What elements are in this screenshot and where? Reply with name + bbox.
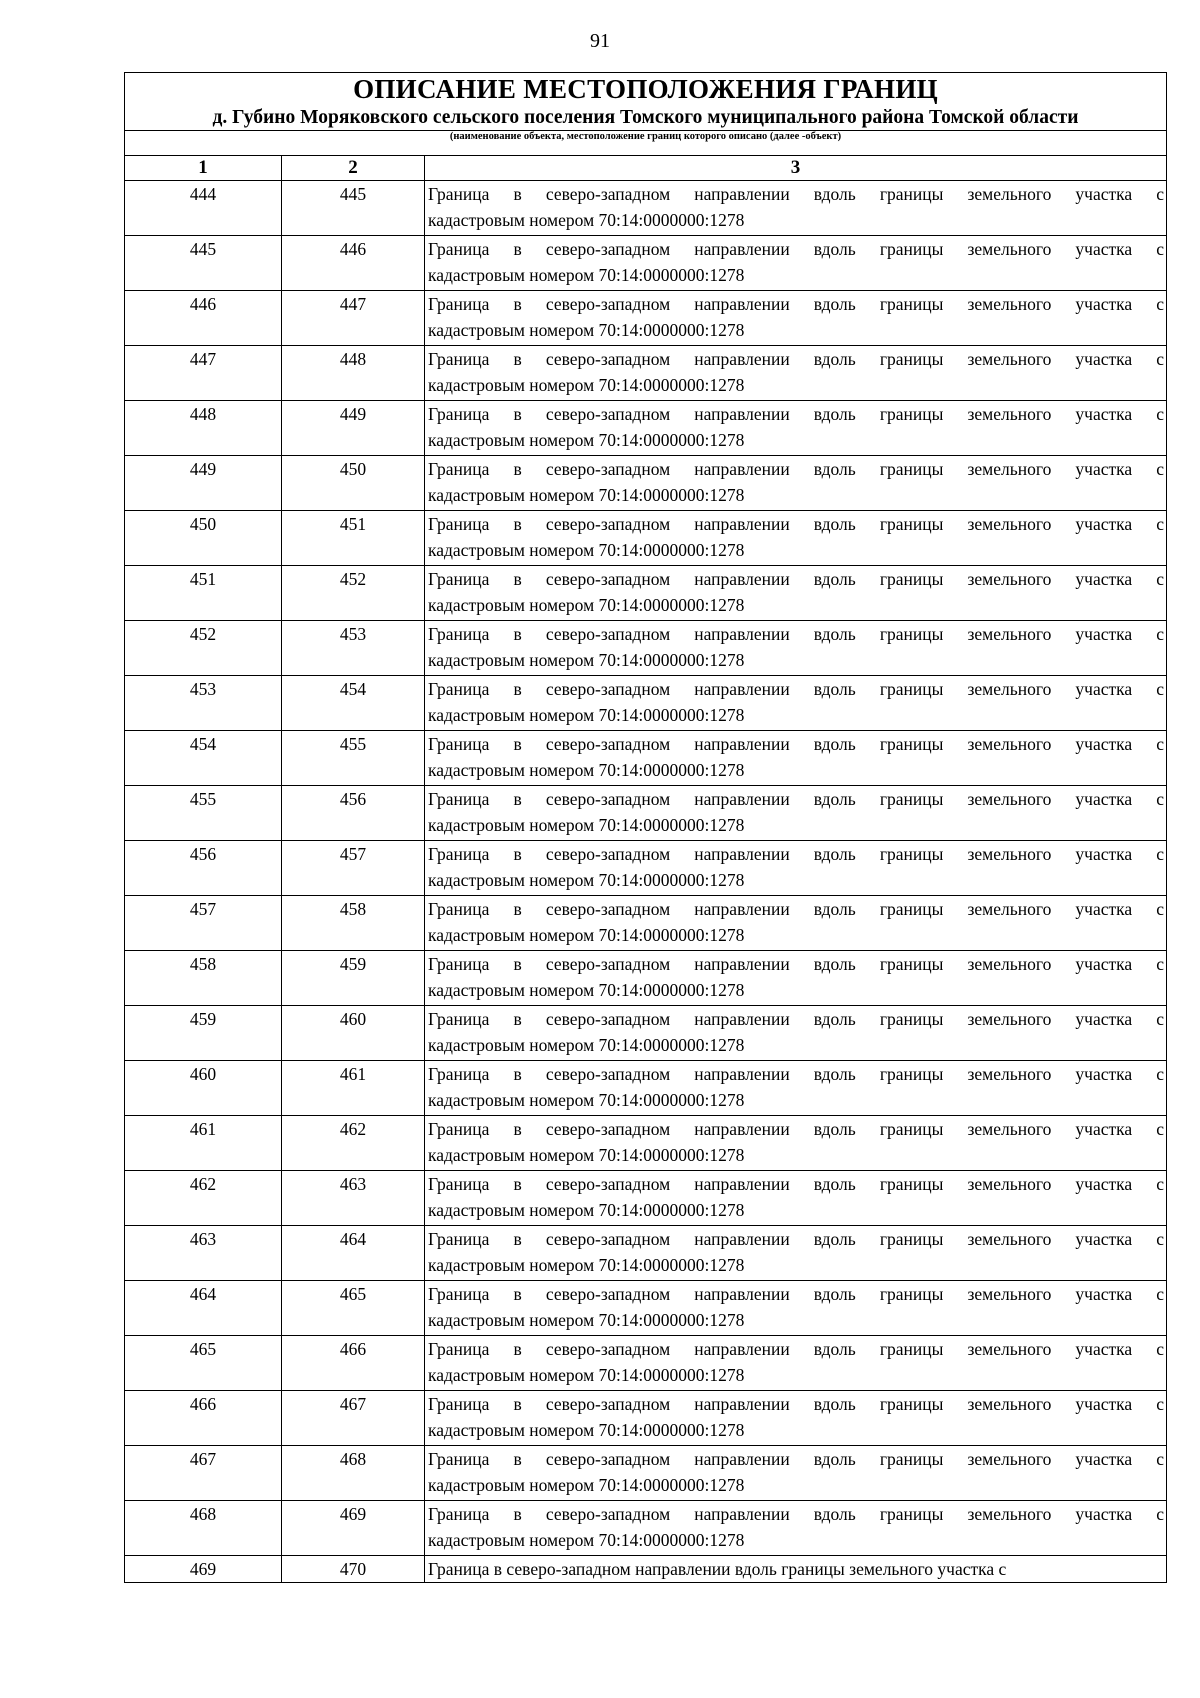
description-line-1: Граница в северо-западном направлении вдоль границы земельного участка с: [428, 184, 1165, 204]
point-from: 458: [125, 951, 282, 1006]
table-row: [125, 401, 1167, 456]
description-line-2: кадастровым номером 70:14:0000000:1278: [428, 1090, 745, 1110]
table-row: [125, 1171, 1167, 1226]
table-row: [125, 511, 1167, 566]
table-row: [125, 1446, 1167, 1501]
boundary-description: [425, 346, 1167, 401]
description-line-1: Граница в северо-западном направлении вдоль границы земельного участка с: [428, 1229, 1165, 1249]
boundary-description: [425, 1501, 1167, 1556]
description-line-1: Граница в северо-западном направлении вдоль границы земельного участка с: [428, 404, 1165, 424]
point-to: 462: [282, 1116, 425, 1171]
point-to: 463: [282, 1171, 425, 1226]
description-line-1: Граница в северо-западном направлении вдоль границы земельного участка с: [428, 1339, 1165, 1359]
point-from: 450: [125, 511, 282, 566]
description-line-1: Граница в северо-западном направлении вдоль границы земельного участка с: [428, 844, 1165, 864]
point-to: 456: [282, 786, 425, 841]
description-line-2: кадастровым номером 70:14:0000000:1278: [428, 1200, 745, 1220]
description-line-2: кадастровым номером 70:14:0000000:1278: [428, 1255, 745, 1275]
boundary-description: [425, 1336, 1167, 1391]
boundary-description: [425, 951, 1167, 1006]
point-to: 457: [282, 841, 425, 896]
point-to: 466: [282, 1336, 425, 1391]
boundary-description: [425, 1171, 1167, 1226]
point-to: 465: [282, 1281, 425, 1336]
point-to: 452: [282, 566, 425, 621]
point-from: 469: [125, 1556, 282, 1583]
point-from: 465: [125, 1336, 282, 1391]
boundary-description: [425, 1446, 1167, 1501]
column-header-3: 3: [425, 156, 1167, 181]
point-to: 458: [282, 896, 425, 951]
point-to: 467: [282, 1391, 425, 1446]
table-row: [125, 181, 1167, 236]
table-row: [125, 1281, 1167, 1336]
boundary-description: [425, 841, 1167, 896]
description-line-1: Граница в северо-западном направлении вдоль границы земельного участка с: [428, 1284, 1165, 1304]
table-row: [125, 291, 1167, 346]
table-row: [125, 1116, 1167, 1171]
point-from: 455: [125, 786, 282, 841]
description-line-1: Граница в северо-западном направлении вдоль границы земельного участка с: [428, 734, 1165, 754]
point-to: 469: [282, 1501, 425, 1556]
description-line-1: Граница в северо-западном направлении вдоль границы земельного участка с: [428, 1449, 1165, 1469]
point-to: 445: [282, 181, 425, 236]
description-line-1: Граница в северо-западном направлении вдоль границы земельного участка с: [428, 459, 1165, 479]
table-row: [125, 346, 1167, 401]
description-line-1: Граница в северо-западном направлении вдоль границы земельного участка с: [428, 294, 1165, 314]
point-from: 447: [125, 346, 282, 401]
description-line-2: кадастровым номером 70:14:0000000:1278: [428, 1365, 745, 1385]
point-from: 468: [125, 1501, 282, 1556]
column-header-row: [125, 156, 1167, 181]
boundary-description: [425, 401, 1167, 456]
point-from: 449: [125, 456, 282, 511]
point-from: 444: [125, 181, 282, 236]
description-line-2: кадастровым номером 70:14:0000000:1278: [428, 595, 745, 615]
description-line-1: Граница в северо-западном направлении вдоль границы земельного участка с: [428, 624, 1165, 644]
description-line-1: Граница в северо-западном направлении вдоль границы земельного участка с: [428, 514, 1165, 534]
table-row: [125, 731, 1167, 786]
document-subtitle: д. Губино Моряковского сельского поселения Томского муниципального района Томской области: [125, 105, 1167, 131]
description-line-1: Граница в северо-западном направлении вдоль границы земельного участка с: [428, 899, 1165, 919]
point-to: 455: [282, 731, 425, 786]
description-line-1: Граница в северо-западном направлении вдоль границы земельного участка с: [428, 954, 1165, 974]
table-row: [125, 896, 1167, 951]
point-to: 454: [282, 676, 425, 731]
description-line-2: кадастровым номером 70:14:0000000:1278: [428, 320, 745, 340]
boundary-description: [425, 1391, 1167, 1446]
table-row: [125, 1006, 1167, 1061]
boundary-description: [425, 621, 1167, 676]
point-from: 451: [125, 566, 282, 621]
point-to: 449: [282, 401, 425, 456]
point-from: 454: [125, 731, 282, 786]
table-row: [125, 456, 1167, 511]
description-line-2: кадастровым номером 70:14:0000000:1278: [428, 210, 745, 230]
point-from: 452: [125, 621, 282, 676]
point-to: 450: [282, 456, 425, 511]
description-line-2: кадастровым номером 70:14:0000000:1278: [428, 760, 745, 780]
point-from: 462: [125, 1171, 282, 1226]
point-from: 461: [125, 1116, 282, 1171]
description-line-1: Граница в северо-западном направлении вдоль границы земельного участка с: [428, 1119, 1165, 1139]
boundary-description: [425, 456, 1167, 511]
boundary-description: [425, 1061, 1167, 1116]
point-from: 460: [125, 1061, 282, 1116]
description-line-2: кадастровым номером 70:14:0000000:1278: [428, 1420, 745, 1440]
description-line-2: кадастровым номером 70:14:0000000:1278: [428, 540, 745, 560]
description-line-2: кадастровым номером 70:14:0000000:1278: [428, 1310, 745, 1330]
description-line-2: кадастровым номером 70:14:0000000:1278: [428, 870, 745, 890]
description-line-2: кадастровым номером 70:14:0000000:1278: [428, 1145, 745, 1165]
table-row: [125, 841, 1167, 896]
point-from: 457: [125, 896, 282, 951]
description-line-2: кадастровым номером 70:14:0000000:1278: [428, 980, 745, 1000]
description-line-1: Граница в северо-западном направлении вдоль границы земельного участка с: [428, 789, 1165, 809]
table-row: [125, 1336, 1167, 1391]
description-line-2: кадастровым номером 70:14:0000000:1278: [428, 1530, 745, 1550]
description-line-2: кадастровым номером 70:14:0000000:1278: [428, 265, 745, 285]
boundary-description: Граница в северо-западном направлении вдоль границы земельного участка с: [425, 1556, 1167, 1583]
boundary-description: [425, 1226, 1167, 1281]
description-line-2: кадастровым номером 70:14:0000000:1278: [428, 1035, 745, 1055]
table-row: [125, 1226, 1167, 1281]
point-to: 461: [282, 1061, 425, 1116]
point-from: 453: [125, 676, 282, 731]
description-line-1: Граница в северо-западном направлении вдоль границы земельного участка с: [428, 239, 1165, 259]
point-to: 453: [282, 621, 425, 676]
table-row: [125, 951, 1167, 1006]
point-to: 451: [282, 511, 425, 566]
description-line-1: Граница в северо-западном направлении вдоль границы земельного участка с: [428, 679, 1165, 699]
point-to: 448: [282, 346, 425, 401]
description-line-2: кадастровым номером 70:14:0000000:1278: [428, 705, 745, 725]
point-from: 466: [125, 1391, 282, 1446]
point-from: 448: [125, 401, 282, 456]
description-line-1: Граница в северо-западном направлении вдоль границы земельного участка с: [428, 1064, 1165, 1084]
table-row: [125, 621, 1167, 676]
boundary-description: [425, 786, 1167, 841]
description-line-2: кадастровым номером 70:14:0000000:1278: [428, 650, 745, 670]
point-from: 445: [125, 236, 282, 291]
document-title: ОПИСАНИЕ МЕСТОПОЛОЖЕНИЯ ГРАНИЦ: [125, 73, 1167, 106]
point-from: 464: [125, 1281, 282, 1336]
description-line-2: кадастровым номером 70:14:0000000:1278: [428, 925, 745, 945]
description-line-2: кадастровым номером 70:14:0000000:1278: [428, 1475, 745, 1495]
point-from: 463: [125, 1226, 282, 1281]
boundary-description: [425, 1281, 1167, 1336]
point-from: 467: [125, 1446, 282, 1501]
boundary-description: [425, 676, 1167, 731]
description-line-1: Граница в северо-западном направлении вдоль границы земельного участка с: [428, 569, 1165, 589]
table-row: [125, 236, 1167, 291]
column-header-1: 1: [125, 156, 282, 181]
boundary-description: [425, 181, 1167, 236]
table-row: [125, 786, 1167, 841]
page-number: 91: [590, 30, 610, 52]
point-to: 470: [282, 1556, 425, 1583]
description-line-2: кадастровым номером 70:14:0000000:1278: [428, 430, 745, 450]
table-row: [125, 676, 1167, 731]
description-line-1: Граница в северо-западном направлении вдоль границы земельного участка с: [428, 349, 1165, 369]
description-line-1: Граница в северо-западном направлении вдоль границы земельного участка с: [428, 1009, 1165, 1029]
description-line-2: кадастровым номером 70:14:0000000:1278: [428, 815, 745, 835]
boundary-description: [425, 291, 1167, 346]
point-to: 447: [282, 291, 425, 346]
table-row: [125, 566, 1167, 621]
table-row: [125, 1501, 1167, 1556]
boundary-description-table: [124, 72, 1167, 1583]
boundary-description: [425, 511, 1167, 566]
boundary-description: [425, 1006, 1167, 1061]
point-to: 468: [282, 1446, 425, 1501]
table-row-last: [125, 1556, 1167, 1583]
boundary-description: [425, 731, 1167, 786]
boundary-description: [425, 566, 1167, 621]
description-line-1: Граница в северо-западном направлении вдоль границы земельного участка с: [428, 1394, 1165, 1414]
point-to: 464: [282, 1226, 425, 1281]
description-line-2: кадастровым номером 70:14:0000000:1278: [428, 375, 745, 395]
point-to: 460: [282, 1006, 425, 1061]
point-to: 459: [282, 951, 425, 1006]
point-from: 459: [125, 1006, 282, 1061]
table-row: [125, 1391, 1167, 1446]
point-to: 446: [282, 236, 425, 291]
boundary-description: [425, 896, 1167, 951]
table-row: [125, 1061, 1167, 1116]
boundary-description: [425, 1116, 1167, 1171]
column-header-2: 2: [282, 156, 425, 181]
point-from: 456: [125, 841, 282, 896]
description-line-1: Граница в северо-западном направлении вдоль границы земельного участка с: [428, 1174, 1165, 1194]
point-from: 446: [125, 291, 282, 346]
description-line-2: кадастровым номером 70:14:0000000:1278: [428, 485, 745, 505]
description-line-1: Граница в северо-западном направлении вдоль границы земельного участка с: [428, 1504, 1165, 1524]
boundary-description: [425, 236, 1167, 291]
document-caption: (наименование объекта, местоположение границ которого описано (далее -объект): [125, 131, 1167, 156]
